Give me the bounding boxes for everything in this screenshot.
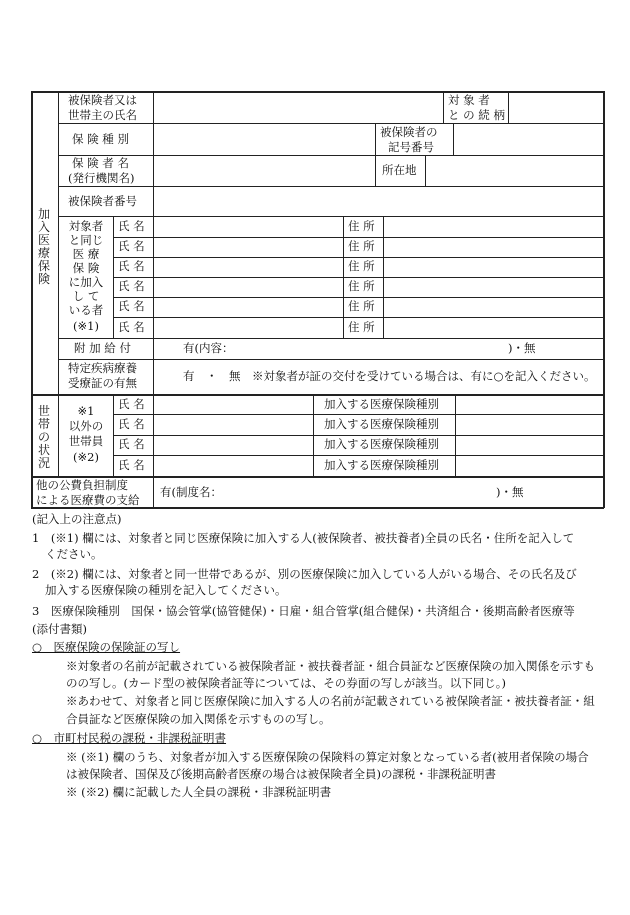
household-name-label: 氏 名 [118,417,145,431]
additional-benefit-label: 附 加 給 付 [74,341,131,355]
member-address-label: 住 所 [348,320,375,334]
same-insurance-label-6: し て [72,289,100,303]
household-name-label: 氏 名 [118,397,145,411]
member-name-label: 氏 名 [118,279,145,293]
attachment-1-line1: ※対象者の名前が記載されている被保険者証・被扶養者証・組合員証など医療保険の加入関係を示すも [66,659,595,673]
other-members-label-1: ※1 [77,404,95,418]
same-insurance-label-7: いる者 [68,303,104,317]
same-insurance-label-1: 対象者 [68,219,104,233]
same-insurance-label-3: 医 療 [72,247,100,261]
note-1-line2: ください。 [45,547,103,561]
member-address-label: 住 所 [348,219,375,233]
public-subsidy-value[interactable]: 有(制度名： [160,485,222,499]
member-name-label: 氏 名 [118,299,145,313]
household-name-field[interactable] [155,457,311,475]
additional-benefit-suffix[interactable]: )・無 [508,341,536,355]
member-name-label: 氏 名 [118,219,145,233]
attachments-heading: (添付書類) [32,622,87,636]
attachment-1-line3: ※あわせて、対象者と同じ医療保険に加入する人の名前が記載されている被保険者証・被扶養者証・組 [66,694,595,708]
member-address-field[interactable] [385,299,602,316]
member-name-field[interactable] [155,279,341,296]
household-name-field[interactable] [155,416,311,434]
insurance-section-label: 加入医療保険 [37,207,50,286]
specific-disease-label-line2: 受療証の有無 [68,376,137,390]
member-address-field[interactable] [385,279,602,296]
additional-benefit-value[interactable]: 有(内容： [183,341,234,355]
attachment-2-line1: ※ (※1) 欄のうち、対象者が加入する医療保険の保険料の算定対象となっている者(被用者保険の場合 [66,750,589,764]
household-insurance-type-field[interactable] [457,437,602,454]
household-insurance-type-label: 加入する医療保険種別 [324,437,439,451]
attachment-2-line3: ※ (※2) 欄に記載した人全員の課税・非課税証明書 [66,785,332,799]
note-1-line1: 1 (※1) 欄には、対象者と同じ医療保険に加入する人(被保険者、被扶養者)全員の氏名・住所を記入して [32,531,575,545]
insurer-name-label-line2: (発行機関名) [68,171,135,185]
member-name-label: 氏 名 [118,320,145,334]
member-address-label: 住 所 [348,239,375,253]
attachment-1-line4: 合員証など医療保険の加入関係を示すものの写し。 [66,712,331,726]
symbol-number-label-line1: 被保険者の [380,125,438,139]
household-name-label: 氏 名 [118,458,145,472]
insurance-type-field[interactable] [155,125,373,154]
symbol-number-label-line2: 記号番号 [388,140,434,154]
household-section-label: 世帯の状況 [37,404,50,470]
household-name-label: 氏 名 [118,437,145,451]
insurance-type-label: 保 険 種 別 [72,132,129,146]
insured-number-field[interactable] [155,188,602,215]
public-subsidy-label-line1: 他の公費負担制度 [36,478,128,492]
location-label: 所在地 [382,163,417,177]
household-insurance-type-label: 加入する医療保険種別 [324,397,439,411]
member-address-field[interactable] [385,239,602,256]
symbol-number-field[interactable] [455,125,602,154]
same-insurance-label-8: (※1) [73,319,99,333]
relation-label-line1: 対 象 者 [448,93,490,107]
attachment-1-line2: のの写し。(カード型の被保険者証等については、その券面の写しが該当。以下同じ。) [66,676,506,690]
relation-label-line2: と の 続 柄 [448,108,505,122]
household-insurance-type-field[interactable] [457,396,602,413]
note-3: 3 医療保険種別 国保・協会管掌(協管健保)・日雇・組合管掌(組合健保)・共済組合・後期高齢者医療等 [32,604,575,618]
relation-field[interactable] [510,93,602,122]
member-address-field[interactable] [385,218,602,236]
insured-name-label-line1: 被保険者又は [68,93,137,107]
household-insurance-type-label: 加入する医療保険種別 [324,417,439,431]
same-insurance-label-4: 保 険 [72,261,100,275]
note-2-line2: 加入する医療保険の種別を記入してください。 [45,583,287,597]
other-members-label-3: 世帯員 [68,434,104,448]
other-members-label-2: 以外の [68,419,104,433]
insured-name-label-line2: 世帯主の氏名 [68,108,137,122]
household-name-field[interactable] [155,437,311,454]
note-2-line1: 2 (※2) 欄には、対象者と同一世帯であるが、別の医療保険に加入している人がいる場合、その氏名及び [32,567,577,581]
household-insurance-type-field[interactable] [457,416,602,434]
member-name-label: 氏 名 [118,239,145,253]
insurer-name-label-line1: 保 険 者 名 [72,156,129,170]
household-insurance-type-field[interactable] [457,457,602,475]
member-address-label: 住 所 [348,259,375,273]
member-address-label: 住 所 [348,279,375,293]
member-address-field[interactable] [385,319,602,337]
member-name-label: 氏 名 [118,259,145,273]
attachment-2-line2: は被保険者、国保及び後期高齢者医療の場合は被保険者全員)の課税・非課税証明書 [66,767,496,781]
insured-number-label: 被保険者番号 [68,194,137,208]
insurer-name-field[interactable] [155,157,373,185]
location-field[interactable] [427,157,602,185]
member-name-field[interactable] [155,319,341,337]
other-members-label-4: (※2) [73,450,99,464]
member-name-field[interactable] [155,299,341,316]
public-subsidy-suffix[interactable]: )・無 [496,485,524,499]
attachment-2-title: ○ 市町村民税の課税・非課税証明書 [32,731,227,745]
notes-heading: (記入上の注意点) [32,512,122,526]
household-insurance-type-label: 加入する医療保険種別 [324,458,439,472]
member-name-field[interactable] [155,218,341,236]
attachment-1-title: ○ 医療保険の保険証の写し [32,640,181,654]
member-name-field[interactable] [155,239,341,256]
insured-name-field[interactable] [155,93,441,122]
public-subsidy-label-line2: による医療費の支給 [36,493,140,507]
household-name-field[interactable] [155,396,311,413]
specific-disease-value[interactable]: 有 ・ 無 ※対象者が証の交付を受けている場合は、有に○を記入ください。 [183,369,596,383]
same-insurance-label-5: に加入 [68,275,104,289]
same-insurance-label-2: と同じ [68,233,104,247]
specific-disease-label-line1: 特定疾病療養 [68,361,137,375]
member-address-field[interactable] [385,259,602,276]
member-name-field[interactable] [155,259,341,276]
member-address-label: 住 所 [348,299,375,313]
